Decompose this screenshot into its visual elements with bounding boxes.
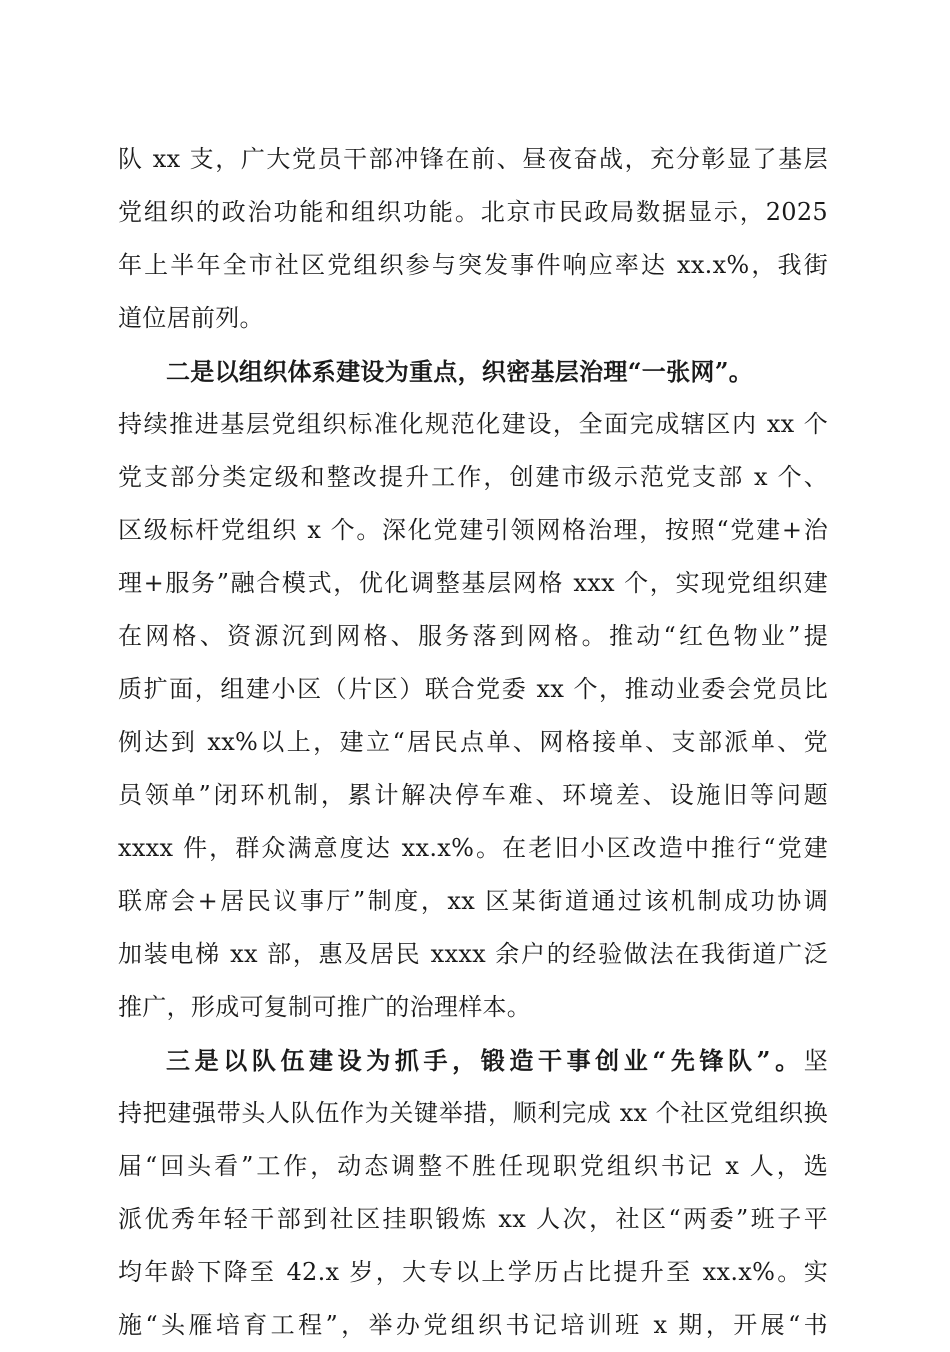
text-line: 均年龄下降至 42.x 岁，大专以上学历占比提升至 xx.x%。实	[118, 1258, 828, 1286]
text-line: 届“回头看”工作，动态调整不胜任现职党组织书记 x 人，选	[118, 1152, 828, 1180]
text-line: 质扩面，组建小区（片区）联合党委 xx 个，推动业委会党员比	[118, 675, 828, 703]
text-line: 年上半年全市社区党组织参与突发事件响应率达 xx.x%，我街	[118, 251, 828, 279]
text-line: 例达到 xx%以上，建立“居民点单、网格接单、支部派单、党	[118, 728, 828, 756]
text-line: 持续推进基层党组织标准化规范化建设，全面完成辖区内 xx 个	[118, 410, 828, 438]
paragraph-heading: 二是以组织体系建设为重点，织密基层治理“一张网”。	[166, 357, 754, 386]
text-line: 加装电梯 xx 部，惠及居民 xxxx 余户的经验做法在我街道广泛	[118, 940, 828, 968]
paragraph-continued	[118, 133, 828, 345]
text-line: 派优秀年轻干部到社区挂职锻炼 xx 人次，社区“两委”班子平	[118, 1205, 828, 1233]
paragraph-heading-line	[118, 1034, 828, 1087]
text-line: 党组织的政治功能和组织功能。北京市民政局数据显示，2025	[118, 198, 828, 226]
heading-tail-text: 坚	[803, 1047, 828, 1075]
text-line: 推广，形成可复制可推广的治理样本。	[118, 993, 532, 1021]
document-body	[118, 133, 828, 1352]
text-line: 队 xx 支，广大党员干部冲锋在前、昼夜奋战，充分彰显了基层	[118, 145, 828, 173]
text-line: 道位居前列。	[118, 304, 264, 332]
paragraph-team-building	[118, 1034, 828, 1352]
text-line: 持把建强带头人队伍作为关键举措，顺利完成 xx 个社区党组织换	[118, 1099, 828, 1127]
text-line: xxxx 件，群众满意度达 xx.x%。在老旧小区改造中推行“党建	[118, 834, 828, 862]
paragraph-heading: 三是以队伍建设为抓手，锻造干事创业“先锋队”。	[166, 1046, 804, 1075]
text-line: 在网格、资源沉到网格、服务落到网格。推动“红色物业”提	[118, 622, 828, 650]
paragraph-organization-system	[118, 345, 828, 1034]
text-line: 区级标杆党组织 x 个。深化党建引领网格治理，按照“党建+治	[118, 516, 828, 544]
text-line: 理+服务”融合模式，优化调整基层网格 xxx 个，实现党组织建	[118, 569, 828, 597]
text-line: 员领单”闭环机制，累计解决停车难、环境差、设施旧等问题	[118, 781, 828, 809]
text-line: 联席会+居民议事厅”制度，xx 区某街道通过该机制成功协调	[118, 887, 828, 915]
text-line: 施“头雁培育工程”，举办党组织书记培训班 x 期，开展“书	[118, 1311, 828, 1339]
text-line: 党支部分类定级和整改提升工作，创建市级示范党支部 x 个、	[118, 463, 828, 491]
